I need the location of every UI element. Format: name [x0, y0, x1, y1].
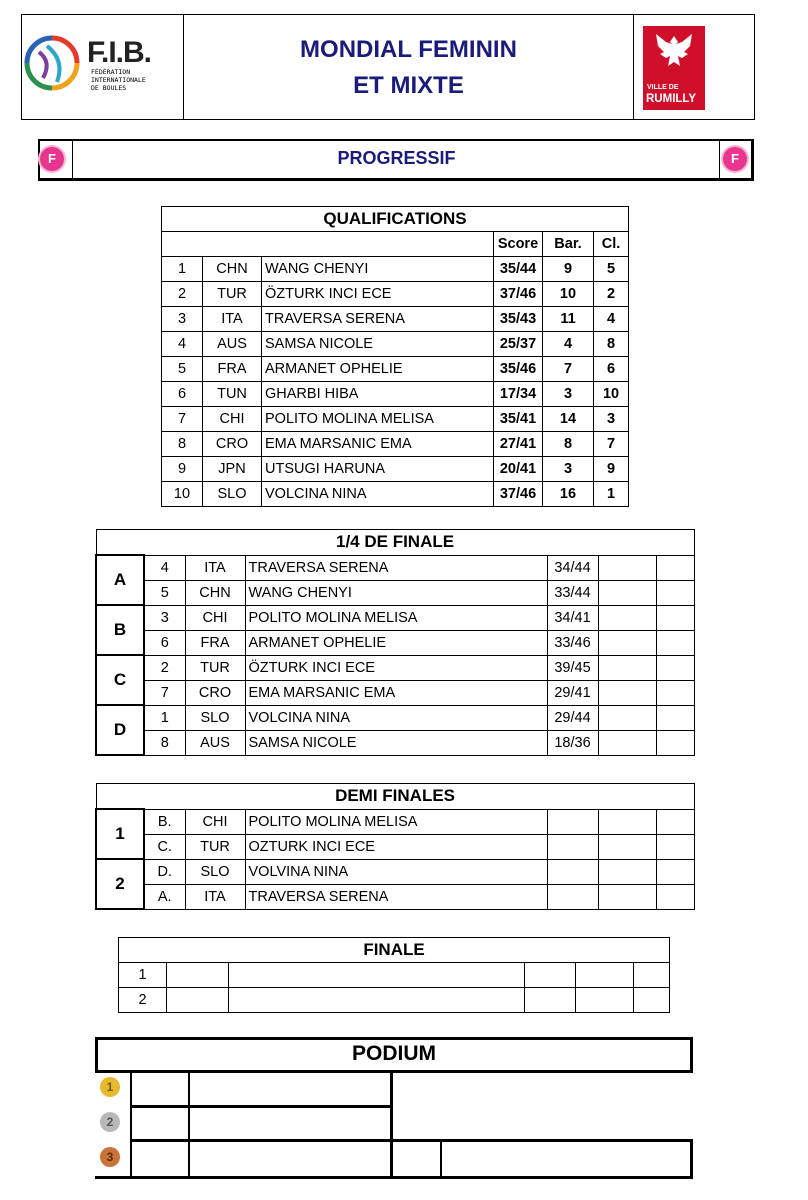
- empty-cell: [547, 859, 598, 884]
- bar-value: 8: [543, 432, 594, 457]
- bar-value: 16: [543, 482, 594, 507]
- table-row: [96, 859, 694, 884]
- progressif-label: PROGRESSIF: [337, 148, 456, 168]
- score: 25/37: [494, 332, 543, 357]
- cell-name: VOLVINA NINA: [245, 859, 547, 884]
- country-code: SLO: [203, 482, 262, 507]
- bar-value: 7: [543, 357, 594, 382]
- country-code: JPN: [203, 457, 262, 482]
- player-name: VOLCINA NINA: [262, 482, 494, 507]
- table-row: [96, 580, 694, 605]
- cell-name: TRAVERSA SERENA: [245, 884, 547, 909]
- row-number: 1: [162, 257, 203, 282]
- empty-cell: [167, 988, 229, 1013]
- score: 27/41: [494, 432, 543, 457]
- cell-num: 3: [144, 605, 185, 630]
- cell-score: 29/41: [547, 680, 598, 705]
- empty-cell: [656, 680, 694, 705]
- group-label: D: [96, 705, 144, 755]
- country-code: TUN: [203, 382, 262, 407]
- cell-num: 7: [144, 680, 185, 705]
- score: 35/46: [494, 357, 543, 382]
- title-line-1: MONDIAL FEMININ: [300, 36, 517, 63]
- row-number: 7: [162, 407, 203, 432]
- finale-title: FINALE: [119, 938, 670, 963]
- classement: 6: [594, 357, 629, 382]
- fib-emblem-icon: [21, 32, 83, 94]
- empty-cell: [598, 605, 656, 630]
- classement: 10: [594, 382, 629, 407]
- table-row: [162, 307, 629, 332]
- table-row: [96, 884, 694, 909]
- finale-number: 1: [119, 963, 167, 988]
- group-label: B: [96, 605, 144, 655]
- rumilly-line2: RUMILLY: [646, 93, 697, 105]
- bronze-medal-icon: 3: [100, 1147, 120, 1167]
- fib-sub-2: INTERNATIONALE: [91, 76, 146, 84]
- row-number: 8: [162, 432, 203, 457]
- cell-country: TUR: [185, 655, 245, 680]
- row-number: 4: [162, 332, 203, 357]
- cell-country: ITA: [185, 555, 245, 580]
- eagle-icon: [652, 30, 696, 74]
- qualifications-header-row: [162, 232, 629, 257]
- table-row: [162, 457, 629, 482]
- empty-cell: [656, 884, 694, 909]
- row-number: 9: [162, 457, 203, 482]
- semi-title: DEMI FINALES: [96, 784, 694, 810]
- cell-score: 34/44: [547, 555, 598, 580]
- group-label: 1: [96, 809, 144, 859]
- cell-country: CHI: [185, 605, 245, 630]
- score: 35/44: [494, 257, 543, 282]
- cell-country: ITA: [185, 884, 245, 909]
- table-row: [162, 357, 629, 382]
- classement: 1: [594, 482, 629, 507]
- table-row: [162, 332, 629, 357]
- cell-country: FRA: [185, 630, 245, 655]
- cell-num: 2: [144, 655, 185, 680]
- bar-value: 3: [543, 382, 594, 407]
- row-number: 10: [162, 482, 203, 507]
- table-row: [96, 705, 694, 730]
- bar-value: 14: [543, 407, 594, 432]
- country-code: CHI: [203, 407, 262, 432]
- cell-country: CRO: [185, 680, 245, 705]
- empty-cell: [656, 809, 694, 834]
- empty-cell: [598, 655, 656, 680]
- table-row: [162, 432, 629, 457]
- cell-score: 33/44: [547, 580, 598, 605]
- score: 35/43: [494, 307, 543, 332]
- page-title: [184, 32, 633, 104]
- bar-value: 4: [543, 332, 594, 357]
- bar-value: 11: [543, 307, 594, 332]
- player-name: POLITO MOLINA MELISA: [262, 407, 494, 432]
- empty-cell: [598, 859, 656, 884]
- empty-cell: [598, 834, 656, 859]
- fib-sub-1: FÉDÉRATION: [91, 68, 131, 76]
- table-row: [162, 282, 629, 307]
- empty-cell: [656, 705, 694, 730]
- country-code: AUS: [203, 332, 262, 357]
- cell-country: CHI: [185, 809, 245, 834]
- cell-num: 4: [144, 555, 185, 580]
- empty-cell: [229, 988, 525, 1013]
- qualifications-table: [161, 206, 629, 507]
- table-row: [96, 730, 694, 755]
- player-name: ARMANET OPHELIE: [262, 357, 494, 382]
- table-row: [162, 257, 629, 282]
- cell-name: OZTURK INCI ECE: [245, 834, 547, 859]
- cell-name: VOLCINA NINA: [245, 705, 547, 730]
- country-code: CHN: [203, 257, 262, 282]
- empty-cell: [634, 988, 670, 1013]
- classement: 9: [594, 457, 629, 482]
- empty-cell: [656, 630, 694, 655]
- empty-cell: [525, 963, 576, 988]
- f-badge-right: F: [723, 147, 747, 171]
- row-number: 2: [162, 282, 203, 307]
- rumilly-line1: VILLE DE: [647, 84, 679, 91]
- table-row: [96, 605, 694, 630]
- classement: 8: [594, 332, 629, 357]
- cell-name: ÖZTURK INCI ECE: [245, 655, 547, 680]
- table-row: [162, 482, 629, 507]
- cell-score: 18/36: [547, 730, 598, 755]
- score: 35/41: [494, 407, 543, 432]
- country-code: FRA: [203, 357, 262, 382]
- empty-cell: [656, 555, 694, 580]
- group-label: C: [96, 655, 144, 705]
- cell-name: EMA MARSANIC EMA: [245, 680, 547, 705]
- cell-country: TUR: [185, 834, 245, 859]
- score: 20/41: [494, 457, 543, 482]
- empty-cell: [656, 605, 694, 630]
- player-name: SAMSA NICOLE: [262, 332, 494, 357]
- cell-name: SAMSA NICOLE: [245, 730, 547, 755]
- empty-cell: [656, 859, 694, 884]
- cell-country: SLO: [185, 705, 245, 730]
- podium-section: [95, 1037, 693, 1179]
- empty-cell: [598, 884, 656, 909]
- finale-number: 2: [119, 988, 167, 1013]
- player-name: GHARBI HIBA: [262, 382, 494, 407]
- table-row: [96, 834, 694, 859]
- table-row: [96, 555, 694, 580]
- fib-sub-3: DE BOULES: [91, 84, 127, 92]
- qualifications-title: QUALIFICATIONS: [162, 207, 629, 232]
- country-code: TUR: [203, 282, 262, 307]
- player-name: ÖZTURK INCI ECE: [262, 282, 494, 307]
- cell-name: WANG CHENYI: [245, 580, 547, 605]
- empty-cell: [598, 730, 656, 755]
- rumilly-logo: [643, 26, 705, 110]
- bar-value: 10: [543, 282, 594, 307]
- classement: 4: [594, 307, 629, 332]
- col-score: Score: [494, 232, 543, 257]
- player-name: UTSUGI HARUNA: [262, 457, 494, 482]
- table-row: [119, 988, 670, 1013]
- score: 17/34: [494, 382, 543, 407]
- group-label: A: [96, 555, 144, 605]
- table-row: [96, 655, 694, 680]
- empty-cell: [598, 580, 656, 605]
- cell-name: POLITO MOLINA MELISA: [245, 809, 547, 834]
- empty-cell: [656, 655, 694, 680]
- empty-cell: [656, 730, 694, 755]
- semi-final-table: [95, 783, 695, 910]
- silver-medal-icon: 2: [100, 1112, 120, 1132]
- cell-num: 5: [144, 580, 185, 605]
- player-name: WANG CHENYI: [262, 257, 494, 282]
- player-name: EMA MARSANIC EMA: [262, 432, 494, 457]
- empty-cell: [167, 963, 229, 988]
- cell-score: 33/46: [547, 630, 598, 655]
- cell-num: D.: [144, 859, 185, 884]
- empty-cell: [547, 809, 598, 834]
- quarter-final-table: [95, 529, 695, 756]
- cell-score: 29/44: [547, 705, 598, 730]
- classement: 5: [594, 257, 629, 282]
- empty-cell: [598, 809, 656, 834]
- fib-name: F.I.B.: [87, 36, 152, 69]
- gold-medal-icon: 1: [100, 1077, 120, 1097]
- cell-country: AUS: [185, 730, 245, 755]
- empty-cell: [598, 555, 656, 580]
- bar-value: 9: [543, 257, 594, 282]
- empty-cell: [634, 963, 670, 988]
- finale-table: [118, 937, 670, 1013]
- cell-country: CHN: [185, 580, 245, 605]
- table-row: [96, 809, 694, 834]
- quarter-title: 1/4 DE FINALE: [96, 530, 694, 556]
- bar-value: 3: [543, 457, 594, 482]
- empty-cell: [598, 630, 656, 655]
- empty-cell: [598, 705, 656, 730]
- table-row: [96, 680, 694, 705]
- classement: 3: [594, 407, 629, 432]
- cell-num: 8: [144, 730, 185, 755]
- f-badge-left: F: [40, 147, 64, 171]
- group-label: 2: [96, 859, 144, 909]
- empty-cell: [547, 834, 598, 859]
- empty-cell: [576, 963, 634, 988]
- empty-cell: [229, 963, 525, 988]
- table-row: [96, 630, 694, 655]
- fib-logo: [21, 14, 181, 118]
- title-line-2: ET MIXTE: [353, 72, 464, 99]
- podium-title: PODIUM: [352, 1042, 436, 1065]
- score: 37/46: [494, 282, 543, 307]
- cell-score: 34/41: [547, 605, 598, 630]
- empty-cell: [525, 988, 576, 1013]
- col-cl: Cl.: [594, 232, 629, 257]
- empty-cell: [576, 988, 634, 1013]
- row-number: 3: [162, 307, 203, 332]
- cell-name: TRAVERSA SERENA: [245, 555, 547, 580]
- table-row: [162, 382, 629, 407]
- cell-country: SLO: [185, 859, 245, 884]
- player-name: TRAVERSA SERENA: [262, 307, 494, 332]
- cell-num: 1: [144, 705, 185, 730]
- row-number: 6: [162, 382, 203, 407]
- cell-name: ARMANET OPHELIE: [245, 630, 547, 655]
- classement: 7: [594, 432, 629, 457]
- cell-score: 39/45: [547, 655, 598, 680]
- col-bar: Bar.: [543, 232, 594, 257]
- cell-name: POLITO MOLINA MELISA: [245, 605, 547, 630]
- empty-cell: [547, 884, 598, 909]
- empty-cell: [656, 580, 694, 605]
- row-number: 5: [162, 357, 203, 382]
- table-row: [162, 407, 629, 432]
- cell-num: B.: [144, 809, 185, 834]
- empty-cell: [598, 680, 656, 705]
- header: [21, 14, 755, 120]
- cell-num: C.: [144, 834, 185, 859]
- table-row: [119, 963, 670, 988]
- score: 37/46: [494, 482, 543, 507]
- cell-num: A.: [144, 884, 185, 909]
- country-code: CRO: [203, 432, 262, 457]
- classement: 2: [594, 282, 629, 307]
- cell-num: 6: [144, 630, 185, 655]
- country-code: ITA: [203, 307, 262, 332]
- empty-cell: [656, 834, 694, 859]
